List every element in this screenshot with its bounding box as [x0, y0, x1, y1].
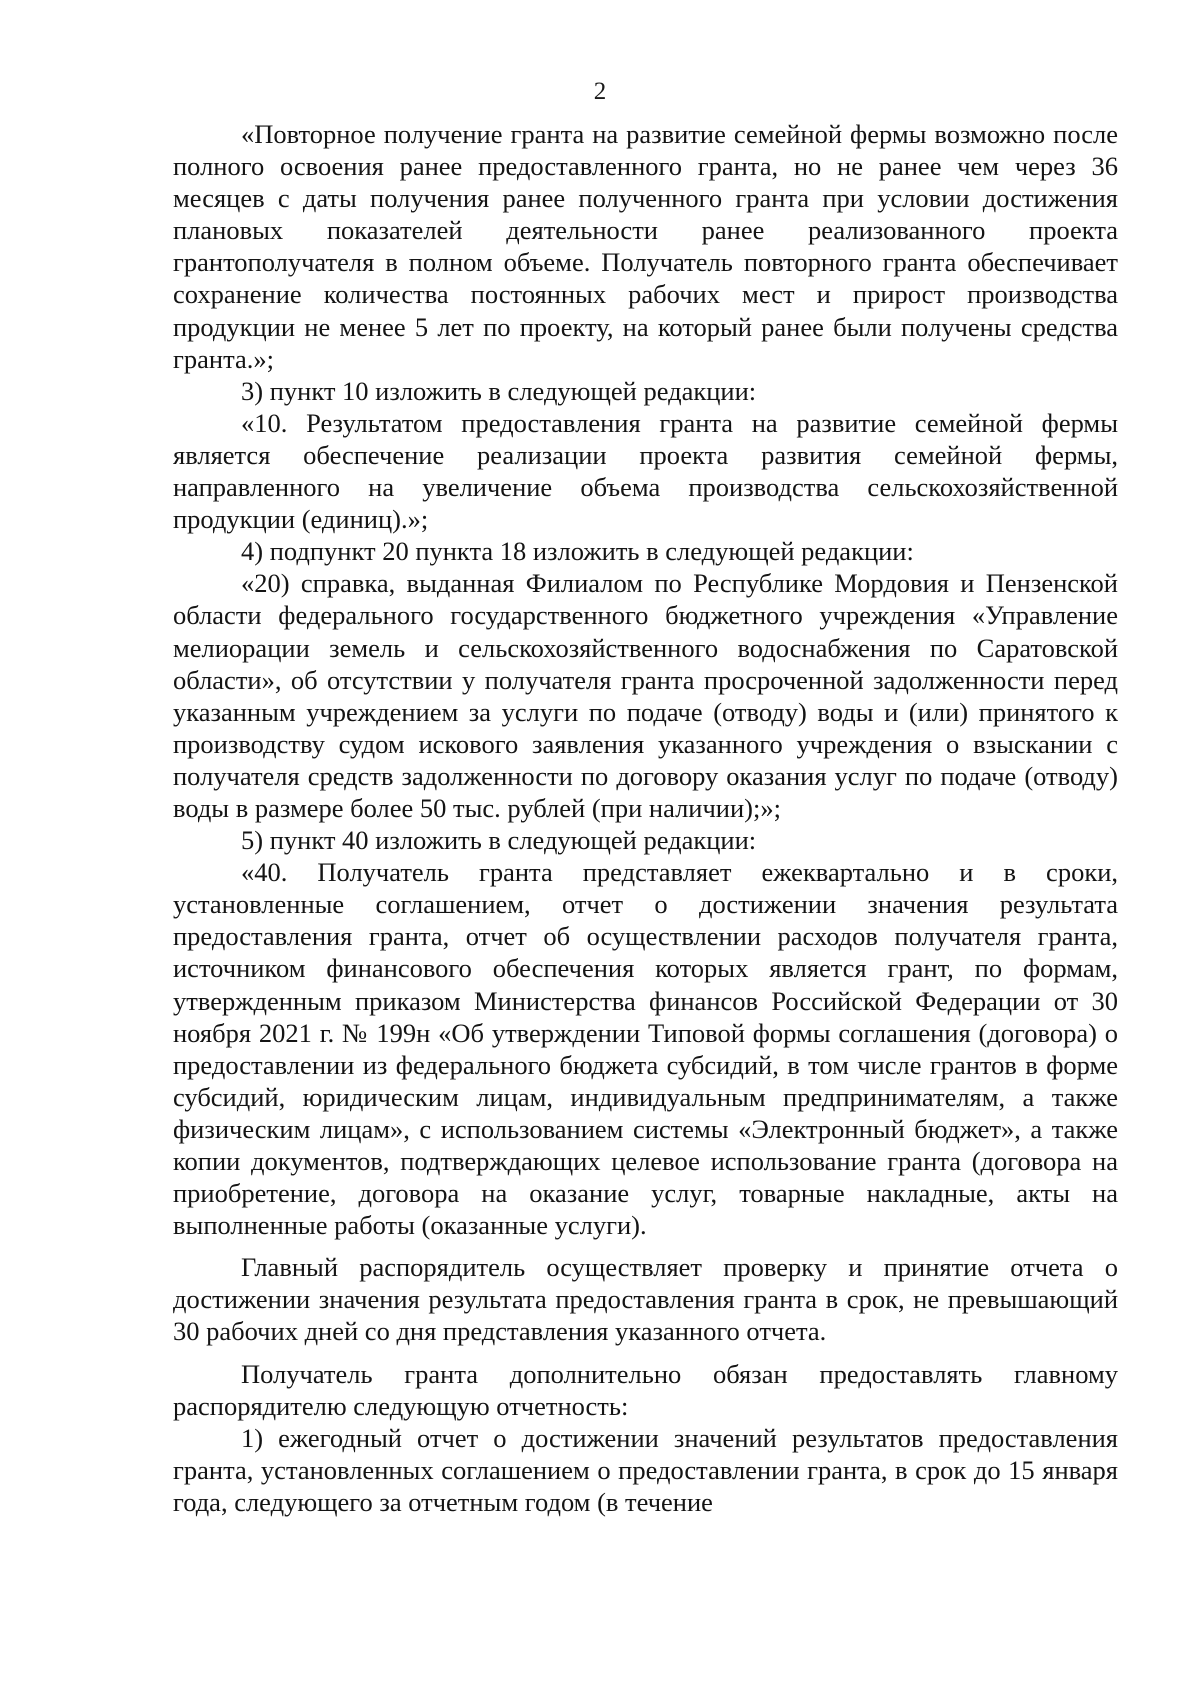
- paragraph-repeat-grant: «Повторное получение гранта на развитие семейной фермы возможно после полного освоения ранее предоставленного гранта, но не ранее чем через 36 месяцев с даты получения ранее полученного гранта при условии достижения плановых показателей деятельности ранее реализованного проекта грантополучателя в полном объеме. Получатель повторного гранта обеспечивает сохранение количества постоянных рабочих мест и прирост производства продукции не менее 5 лет по проекту, на который ранее были получены средства гранта.»;: [173, 119, 1118, 374]
- paragraph-chief-administrator: Главный распорядитель осуществляет проверку и принятие отчета о достижении значения результата предоставления гранта в срок, не превышающий 30 рабочих дней со дня представления указанного отчета.: [173, 1252, 1118, 1347]
- paragraph-item-5: 5) пункт 40 изложить в следующей редакции:: [241, 825, 757, 856]
- page-number: 2: [593, 78, 607, 105]
- paragraph-item-3: 3) пункт 10 изложить в следующей редакции:: [241, 375, 757, 406]
- paragraph-annual-report: 1) ежегодный отчет о достижении значений результатов предоставления гранта, установленных соглашением о предоставлении гранта, в срок до 15 января года, следующего за отчетным годом (в течение: [173, 1422, 1118, 1517]
- paragraph-subpoint-20: «20) справка, выданная Филиалом по Республике Мордовия и Пензенской области федерального государственного бюджетного учреждения «Управление мелиорации земель и сельскохозяйственного водоснабжения по Саратовской области», об отсутствии у получателя гранта просроченной задолженности перед указанным учреждением за услуги по подаче (отводу) воды и (или) принятого к производству судом искового заявления указанного учреждения о взыскании с получателя средств задолженности по договору оказания услуг по подаче (отводу) воды в размере более 50 тыс. рублей (при наличии);»;: [173, 568, 1118, 823]
- paragraph-point-40: «40. Получатель гранта представляет ежеквартально и в сроки, установленные соглашением, отчет о достижении значения результата предоставления гранта, отчет об осуществлении расходов получателя гранта, источником финансового обеспечения которых является грант, по формам, утвержденным приказом Министерства финансов Российской Федерации от 30 ноября 2021 г. № 199н «Об утверждении Типовой формы соглашения (договора) о предоставлении из федерального бюджета субсидий, в том числе грантов в форме субсидий, юридическим лицам, индивидуальным предпринимателям, а также физическим лицам», с использованием системы «Электронный бюджет», а также копии документов, подтверждающих целевое использование гранта (договора на приобретение, договора на оказание услуг, товарные накладные, акты на выполненные работы (оказанные услуги).: [173, 857, 1118, 1241]
- paragraph-point-10: «10. Результатом предоставления гранта на развитие семейной фермы является обеспечение реализации проекта развития семейной фермы, направленного на увеличение объема производства сельскохозяйственной продукции (единиц).»;: [173, 407, 1118, 535]
- paragraph-item-4: 4) подпункт 20 пункта 18 изложить в следующей редакции:: [241, 536, 914, 567]
- document-body: [173, 118, 1118, 1518]
- paragraph-additional-reporting: Получатель гранта дополнительно обязан предоставлять главному распорядителю следующую отчетность:: [173, 1358, 1118, 1421]
